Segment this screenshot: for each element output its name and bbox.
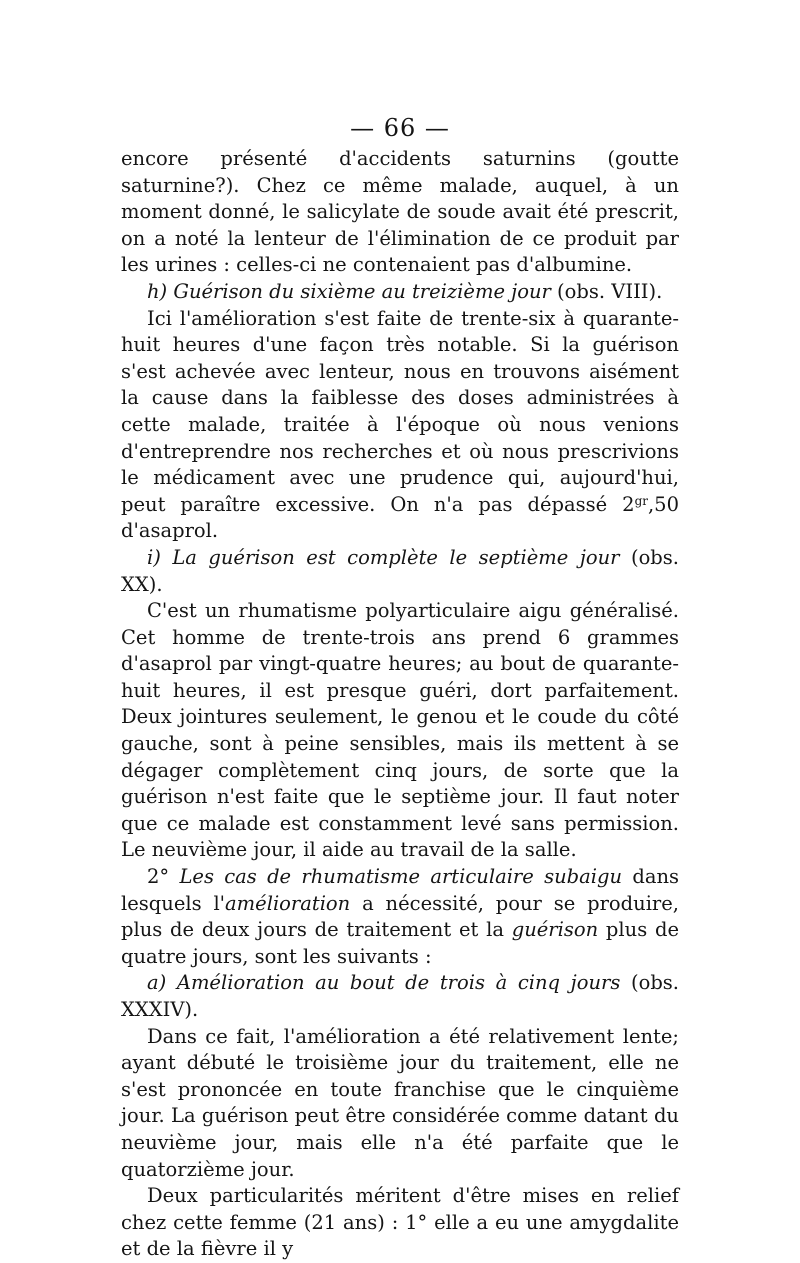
page-number: — 66 — xyxy=(350,114,450,142)
paragraph-p8 xyxy=(121,1024,679,1184)
italic-text: i) La guérison est complète le septième jour xyxy=(147,545,620,569)
text-run: Deux particularités méritent d'être mises en relief chez cette femme (21 ans) : 1° elle a eu une amygdalite et de la fièvre il y xyxy=(121,1184,679,1261)
italic-text: a) Amélioration au bout de trois à cinq jours xyxy=(147,971,621,995)
text-run: a nécessité, pour se produire, plus de deux jours de traitement et la xyxy=(121,891,679,942)
italic-text: guérison xyxy=(511,918,599,942)
paragraph-p6 xyxy=(121,864,679,970)
paragraph-p1 xyxy=(121,146,679,279)
italic-text: Les cas de rhumatisme articulaire subaigu xyxy=(179,865,623,889)
text-run: dans lesquels l' xyxy=(121,865,680,915)
italic-text: amélioration xyxy=(225,891,351,915)
paragraph-p5 xyxy=(121,598,679,864)
text-run: ,50 d'asaprol. xyxy=(121,492,679,543)
text-run: plus de quatre jours, sont les suivants : xyxy=(121,918,679,968)
text-run: Ici l'amélioration s'est faite de trente-six à quarante-huit heures d'une façon très notable. Si la guérison s'est achevée avec lenteur, nous en trouvons aisément la cause dans la faiblesse des doses administrées à cette malade, traitée à l'époque où nous venions d'entreprendre nos recherches et où nous prescrivions le médicament avec une prudence qui, aujourd'hui, peut paraître excessive. On n'a pas dépassé 2 xyxy=(121,306,679,516)
paragraph-p9 xyxy=(121,1183,679,1263)
body-text xyxy=(121,146,679,1263)
paragraph-p3 xyxy=(121,306,679,545)
text-run: (obs. XX). xyxy=(121,545,679,596)
superscript-text: gr xyxy=(634,493,648,508)
text-run: (obs. XXXIV). xyxy=(121,971,680,1021)
paragraph-p4 xyxy=(121,545,679,598)
paragraph-p7 xyxy=(121,970,679,1023)
italic-text: h) Guérison du sixième au treizième jour xyxy=(147,279,551,303)
text-run: Dans ce fait, l'amélioration a été relativement lente; ayant débuté le troisième jour du traitement, elle ne s'est prononcée en toute franchise que le cinquième jour. La guérison peut être considérée comme datant du neuvième jour, mais elle n'a été parfaite que le quatorzième jour. xyxy=(121,1024,679,1181)
text-run: (obs. VIII). xyxy=(550,279,663,303)
text-run: 2° xyxy=(147,865,180,889)
paragraph-p2 xyxy=(121,279,679,306)
text-run: encore présenté d'accidents saturnins (goutte saturnine?). Chez ce même malade, auquel, à un moment donné, le salicylate de soude avait été prescrit, on a noté la lenteur de l'élimination de ce produit par les urines : celles-ci ne contenaient pas d'albumine. xyxy=(121,147,679,277)
text-run: C'est un rhumatisme polyarticulaire aigu généralisé. Cet homme de trente-trois ans prend 6 grammes d'asaprol par vingt-quatre heures; au bout de quarante-huit heures, il est presque guéri, dort parfaitement. Deux jointures seulement, le genou et le coude du côté gauche, sont à peine sensibles, mais ils mettent à se dégager complètement cinq jours, de sorte que la guérison n'est faite que le septième jour. Il faut noter que ce malade est constamment levé sans permission. Le neuvième jour, il aide au travail de la salle. xyxy=(121,599,679,862)
